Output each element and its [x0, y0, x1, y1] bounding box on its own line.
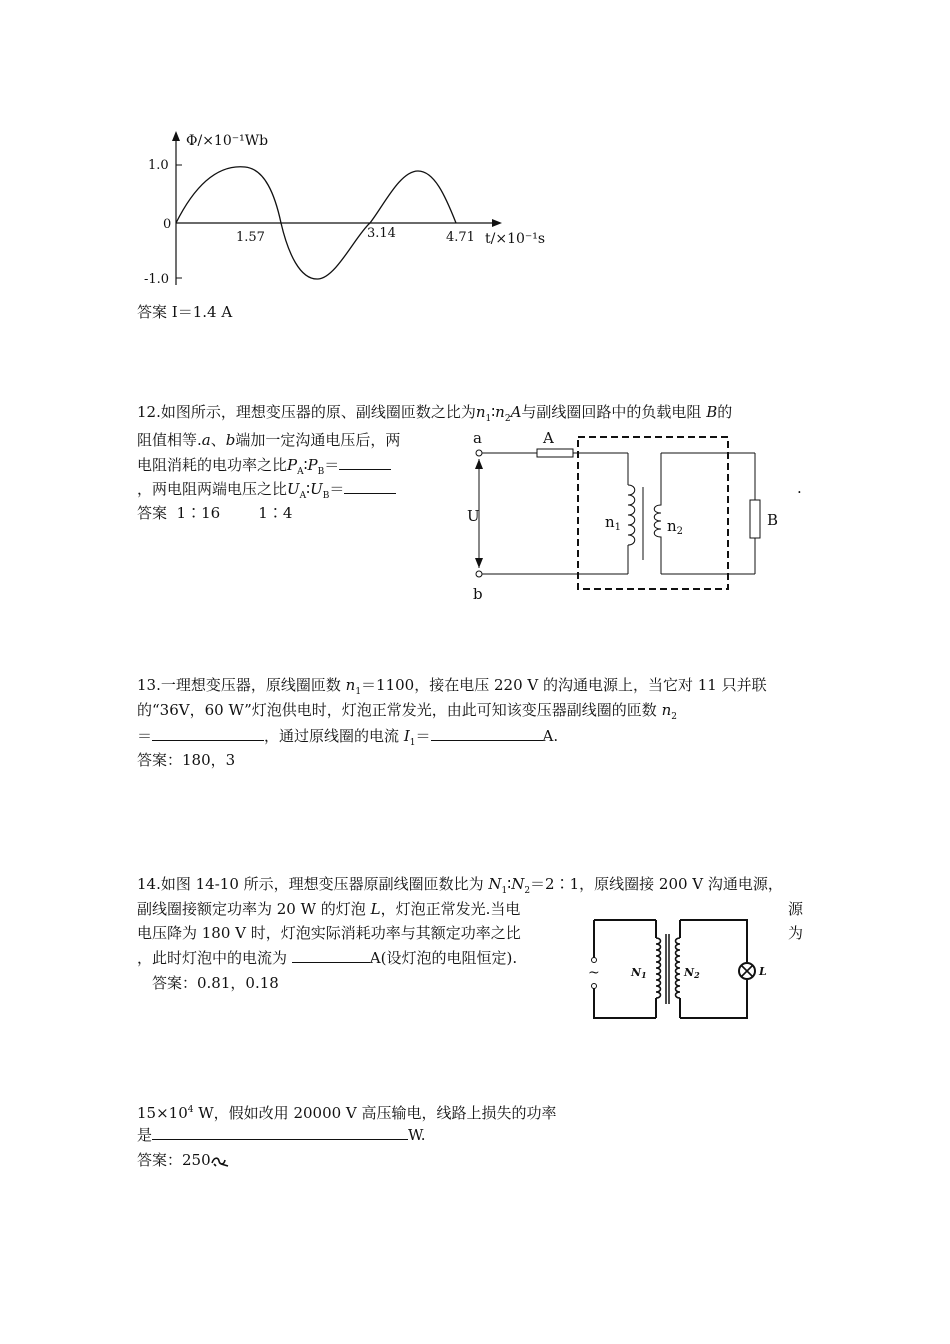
q13-line3: ＝ ，通过原线圈的电流 $I_1= A$. — [137, 727, 559, 748]
q13-line2: 的“36V，60 W”灯泡供电时，灯泡正常发光，由此可知该变压器副线圈的匝数 $n_2$ — [137, 701, 677, 722]
resistor-A — [537, 449, 573, 457]
answer-15: 答案：250 — [137, 1150, 229, 1170]
n1-label: $n_1$ — [605, 513, 622, 533]
x-tick-2: 3.14 — [367, 226, 396, 241]
q14-line2: 副线圈接额定功率为 20 W 的灯泡 L，灯泡正常发光.当电 — [137, 900, 521, 918]
y-tick-neg1: -1.0 — [144, 272, 170, 287]
q15-line2: 是 W. — [137, 1126, 426, 1144]
terminal-b — [476, 571, 482, 577]
y-axis-label: Φ/×10⁻¹Wb — [186, 133, 269, 149]
q14-line2-right: 源 — [788, 900, 804, 918]
y-tick-1: 1.0 — [148, 158, 169, 173]
flux-time-graph — [130, 125, 570, 295]
q12-transformer-circuit — [455, 425, 805, 605]
answer-12: 答案 1∶16 1∶4 — [137, 504, 293, 522]
q15-blank-power[interactable] — [152, 1125, 408, 1140]
secondary-coil — [654, 453, 661, 574]
x-tick-1: 1.57 — [236, 230, 265, 245]
q12-line4: ，两电阻两端电压之比$U_A∶U_B=$ — [137, 479, 396, 506]
n2-label: $n_2$ — [667, 517, 684, 537]
ac-source-icon: ~ — [588, 965, 600, 981]
q14-line3-right: 为 — [788, 924, 804, 942]
answer-14: 答案：0.81，0.18 — [152, 974, 279, 992]
q14-blank-current[interactable] — [292, 948, 370, 963]
scribble-mark-icon — [211, 1155, 229, 1167]
lamp-label: L — [759, 965, 767, 978]
q12-line3: 电阻消耗的电功率之比$P_A∶P_B=$ — [137, 455, 391, 482]
q12-blank-voltage[interactable] — [344, 479, 396, 494]
q14-line1: 14.如图 14-10 所示，理想变压器原副线圈匝数比为 $N_1∶N_2=2∶1$，原线圈接 200 V 沟通电源， — [137, 875, 783, 896]
primary-coil-N1 — [656, 938, 661, 998]
y-tick-0: 0 — [163, 217, 172, 232]
q12-dot: . — [797, 479, 802, 497]
q14-line4: ，此时灯泡中的电流为 A(设灯泡的电阻恒定). — [137, 949, 518, 967]
resistor-B-label: B — [767, 511, 779, 529]
terminal-a — [476, 450, 482, 456]
q12-line2: 阻值相等.a、b端加一定沟通电压后，两 — [137, 431, 401, 449]
resistor-A-label: A — [543, 429, 554, 447]
N2-label: N2 — [684, 966, 700, 980]
y-axis-arrow — [172, 131, 180, 141]
q15-line1: $15\times 10^4$ W，假如改用 20000 V 高压输电，线路上损失的功率 — [137, 1104, 557, 1122]
q14-transformer-circuit — [582, 912, 772, 1024]
x-axis-arrow — [492, 219, 502, 227]
N1-label: N1 — [631, 966, 647, 980]
terminal-a-label: a — [473, 429, 482, 447]
q14-line3: 电压降为 180 V 时，灯泡实际消耗功率与其额定功率之比 — [137, 924, 521, 942]
q12-line1: 12.如图所示，理想变压器的原、副线圈匝数之比为$n_1∶n_2A$与副线圈回路中的负载电阻 B的 — [137, 403, 733, 424]
q13-blank-I1[interactable] — [431, 726, 543, 741]
q13-line1: 13.一理想变压器，原线圈匝数 $n_1=1100$，接在电压 220 V 的沟通电源上，当它对 11 只并联 — [137, 676, 767, 697]
voltage-U-label: U — [467, 507, 480, 525]
q12-blank-power[interactable] — [339, 455, 391, 470]
resistor-B — [750, 500, 760, 538]
primary-coil — [628, 485, 635, 545]
x-tick-3: 4.71 — [446, 230, 475, 245]
terminal-b-label: b — [473, 585, 483, 603]
transformer-box — [578, 437, 728, 589]
answer-11: 答案 I＝1.4 A — [137, 303, 233, 321]
source-terminal-top — [592, 958, 597, 963]
source-terminal-bottom — [592, 984, 597, 989]
secondary-coil-N2 — [676, 938, 681, 998]
answer-13: 答案：180，3 — [137, 751, 236, 769]
q13-blank-n2[interactable] — [152, 726, 264, 741]
x-axis-label: t/×10⁻¹s — [485, 231, 546, 247]
